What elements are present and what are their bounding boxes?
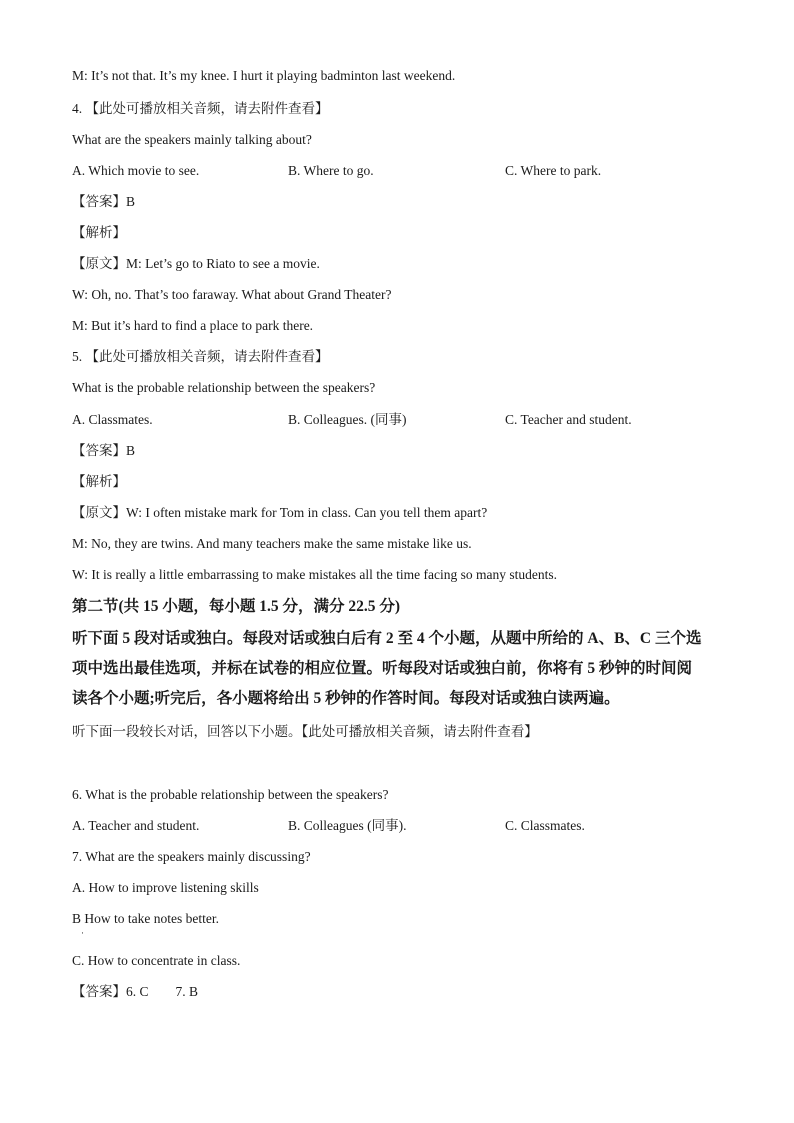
- q6-q7-answers: 【答案】6. C 7. B: [72, 984, 199, 999]
- q5-answer: 【答案】B: [72, 443, 136, 458]
- stray-dot-mark: ·: [81, 928, 84, 938]
- q5-option-c: C. Teacher and student.: [505, 412, 632, 427]
- q7-option-a: A. How to improve listening skills: [72, 880, 259, 895]
- q4-transcript-line: M: But it’s hard to find a place to park there.: [72, 318, 314, 333]
- q6-option-b: B. Colleagues (同事).: [288, 818, 407, 833]
- q5-transcript-line: M: No, they are twins. And many teachers make the same mistake like us.: [72, 536, 472, 551]
- q4-option-a: A. Which movie to see.: [72, 163, 200, 178]
- section2-instruction-line: 项中选出最佳选项，并标在试卷的相应位置。听每段对话或独白前，你将有 5 秒钟的时间阅: [72, 660, 693, 677]
- q5-option-b: B. Colleagues. (同事): [288, 412, 407, 427]
- q4-header: 4. 【此处可播放相关音频，请去附件查看】: [72, 101, 329, 116]
- q5-header: 5. 【此处可播放相关音频，请去附件查看】: [72, 349, 329, 364]
- q5-transcript-line: W: It is really a little embarrassing to make mistakes all the time facing so many students.: [72, 567, 557, 582]
- section2-title: 第二节(共 15 小题，每小题 1.5 分，满分 22.5 分): [72, 598, 401, 615]
- q6-option-a: A. Teacher and student.: [72, 818, 200, 833]
- section2-instruction-line: 听下面 5 段对话或独白。每段对话或独白后有 2 至 4 个小题，从题中所给的 A、B、C 三个选: [72, 630, 702, 647]
- q4-transcript-line: 【原文】M: Let’s go to Riato to see a movie.: [72, 256, 320, 271]
- q3-transcript-tail: M: It’s not that. It’s my knee. I hurt it playing badminton last weekend.: [72, 68, 456, 83]
- q5-analysis: 【解析】: [72, 474, 126, 489]
- section2-audio-note: 听下面一段较长对话，回答以下小题。【此处可播放相关音频，请去附件查看】: [72, 724, 538, 739]
- q7-option-b: B How to take notes better.: [72, 911, 219, 926]
- q6-option-c: C. Classmates.: [505, 818, 585, 833]
- section2-instruction-line: 读各个小题;听完后，各小题将给出 5 秒钟的作答时间。每段对话或独白读两遍。: [72, 690, 620, 707]
- q4-answer: 【答案】B: [72, 194, 136, 209]
- q4-option-c: C. Where to park.: [505, 163, 602, 178]
- q5-question: What is the probable relationship between the speakers?: [72, 380, 376, 395]
- q5-transcript-line: 【原文】W: I often mistake mark for Tom in class. Can you tell them apart?: [72, 505, 488, 520]
- q4-analysis: 【解析】: [72, 225, 126, 240]
- q7-question: 7. What are the speakers mainly discussing?: [72, 849, 311, 864]
- q4-transcript-line: W: Oh, no. That’s too faraway. What about Grand Theater?: [72, 287, 392, 302]
- q4-option-b: B. Where to go.: [288, 163, 374, 178]
- q7-option-c: C. How to concentrate in class.: [72, 953, 241, 968]
- q6-question: 6. What is the probable relationship between the speakers?: [72, 787, 389, 802]
- q5-option-a: A. Classmates.: [72, 412, 153, 427]
- q4-question: What are the speakers mainly talking about?: [72, 132, 312, 147]
